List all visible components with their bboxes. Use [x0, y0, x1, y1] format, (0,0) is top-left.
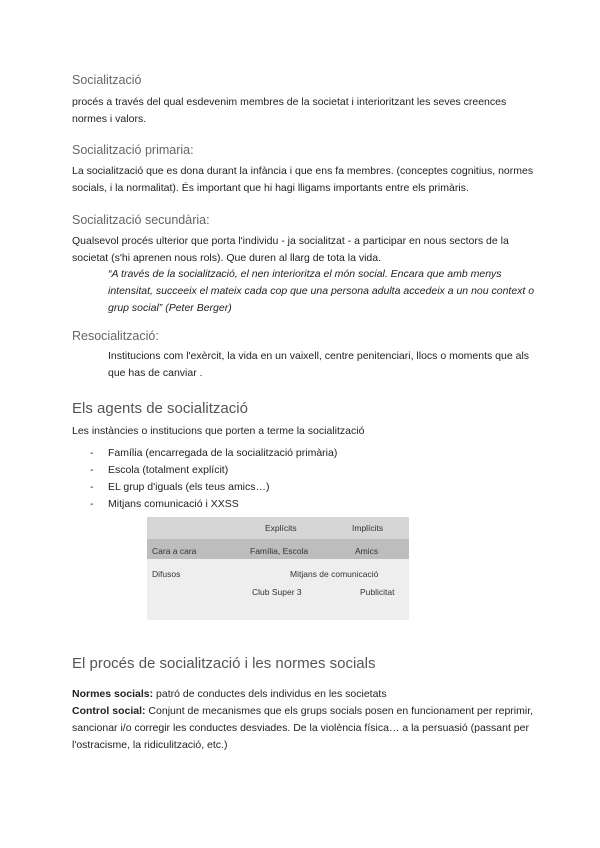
heading-agents: Els agents de socialització — [72, 400, 248, 417]
table-cell: Família, Escola — [250, 546, 309, 556]
quote-line: “A través de la socialització, el nen interioritza el món social. Encara que amb menys — [108, 268, 502, 280]
table-header-implicits: Implícits — [352, 523, 384, 533]
agents-table — [147, 517, 409, 620]
list-item: - Família (encarregada de la socialització primària) — [90, 445, 337, 462]
table-cell: Difusos — [152, 569, 181, 579]
definition-text: patró de conductes dels individus en les societats — [153, 688, 387, 700]
list-item: - Mitjans comunicació i XXSS — [90, 496, 337, 513]
text-line — [72, 686, 534, 703]
list-item: - EL grup d'iguals (els teus amics…) — [90, 479, 337, 496]
table-cell: Mitjans de comunicació — [290, 569, 379, 579]
definition-text: Conjunt de mecanismes que els grups socials posen en funcionament per reprimir, — [145, 705, 534, 717]
heading-secundaria: Socialització secundària: — [72, 213, 210, 227]
term-normes-socials: Normes socials: — [72, 688, 154, 700]
text-line: l'ostracisme, la ridiculització, etc.) — [72, 739, 228, 751]
quote-line: intensitat, succeeix el mateix cada cop que una persona adulta accedeix a un nou context o — [108, 285, 535, 297]
paragraph-socialitzacio — [72, 94, 534, 128]
table-header-explicits: Explícits — [265, 523, 297, 533]
heading-resocialitzacio: Resocialització: — [72, 329, 159, 343]
paragraph-primaria — [72, 163, 534, 197]
text-line: Institucions com l'exèrcit, la vida en un vaixell, centre penitenciari, llocs o moments que als — [108, 350, 530, 362]
paragraph-normes — [72, 686, 534, 754]
paragraph-secundaria — [72, 233, 534, 267]
heading-normes: El procés de socialització i les normes socials — [72, 655, 376, 672]
text-line — [72, 703, 534, 720]
list-item: - Escola (totalment explícit) — [90, 462, 337, 479]
table-cell: Amics — [355, 546, 379, 556]
table-cell: Cara a cara — [152, 546, 197, 556]
heading-primaria: Socialització primaria: — [72, 143, 194, 157]
text-line: La socialització que es dona durant la infància i que ens fa membres. (conceptes cognitius, normes — [72, 165, 534, 177]
text-line: socials, i la normalitat). És important que hi hagi lligams importants entre els primàris. — [72, 182, 469, 194]
text-line: societat (s'hi aprenen nous rols). Que duren al llarg de tota la vida. — [72, 252, 382, 264]
text-line: procés a través del qual esdevenim membres de la societat i interioritzant les seves creences — [72, 96, 507, 108]
agents-intro: Les instàncies o institucions que porten a terme la socialització — [72, 425, 365, 437]
text-line: Qualsevol procés ulterior que porta l'individu - ja socialitzat - a participar en nous sectors de la — [72, 235, 509, 247]
quote-peter-berger — [108, 266, 536, 317]
paragraph-resocialitzacio — [108, 348, 536, 382]
text-line: normes i valors. — [72, 113, 147, 125]
quote-line: grup social” (Peter Berger) — [108, 302, 232, 314]
text-line: que has de canviar . — [108, 367, 203, 379]
agents-list — [90, 445, 337, 513]
table-cell: Publicitat — [360, 587, 395, 597]
table-cell: Club Super 3 — [252, 587, 302, 597]
term-control-social: Control social: — [72, 705, 146, 717]
heading-socialitzacio: Socialització — [72, 73, 142, 87]
text-line: sancionar i/o corregir les conductes desviades. De la violència física… a la persuasió (passant per — [72, 722, 529, 734]
